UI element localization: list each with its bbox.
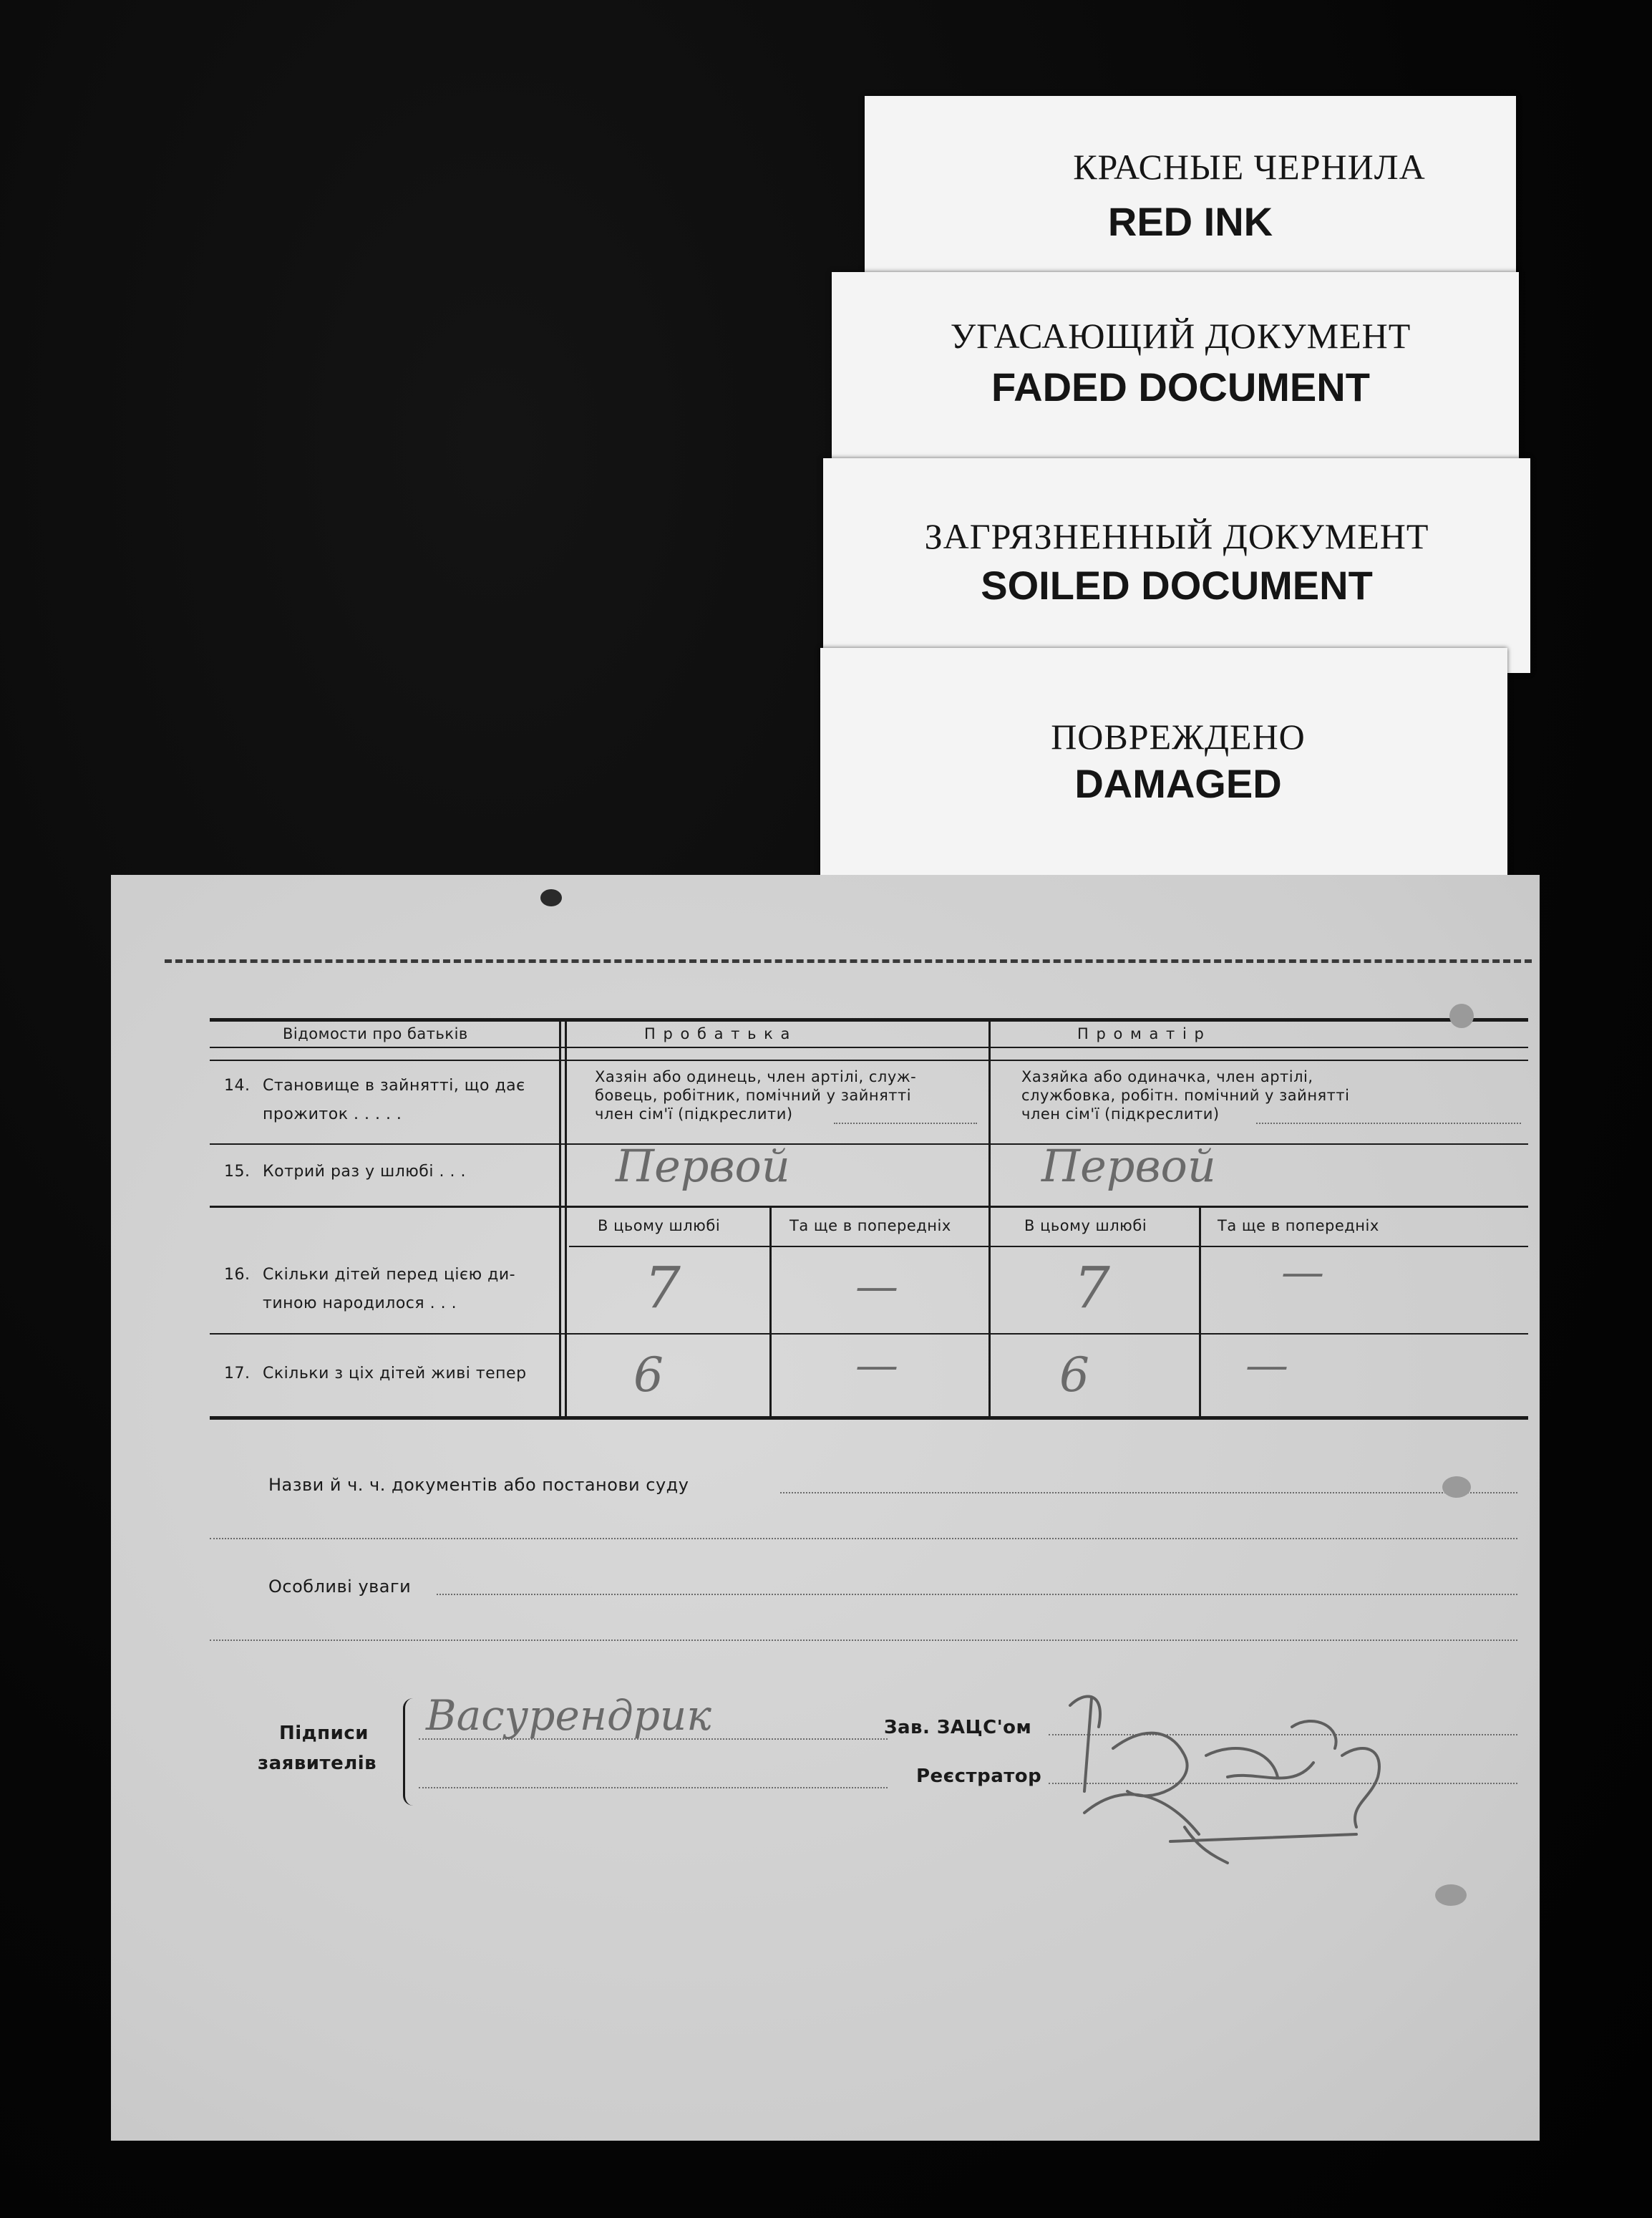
form-sheet: [111, 875, 1540, 2141]
row17-mother-current: 6: [1059, 1347, 1089, 1403]
row15-mother-value: Первой: [1041, 1140, 1216, 1192]
row15-bottom-rule: [210, 1206, 1528, 1208]
row14-mother-dotline: [1256, 1123, 1521, 1124]
row14-father-line2: бовець, робітник, помічний у зайнятті: [595, 1087, 912, 1104]
notes-dotline-2: [210, 1640, 1517, 1641]
edge-wear-mark: [1449, 1004, 1474, 1028]
row16-mother-previous: —: [1281, 1247, 1324, 1297]
row14-mother-line1: Хазяйка або одиначка, член артілі,: [1021, 1068, 1313, 1085]
applicants-label-line1: Підписи: [279, 1723, 369, 1744]
applicants-label-line2: заявителів: [258, 1753, 377, 1774]
perforation-line: [165, 959, 1532, 963]
column-divider-label: [559, 1022, 561, 1416]
row16-label-line1: Скільки дітей перед цією ди-: [263, 1266, 516, 1284]
row16-number: 16.: [224, 1266, 251, 1284]
row17-father-current: 6: [633, 1347, 664, 1403]
row17-father-previous: —: [855, 1340, 898, 1390]
row16-mother-current: 7: [1074, 1254, 1110, 1321]
row14-father-line3: член сім'ї (підкреслити): [595, 1105, 793, 1123]
applicant-dotline-2: [419, 1787, 888, 1788]
head-registry-label: Зав. ЗАЦС'ом: [884, 1717, 1032, 1738]
label-red-ink-ru: КРАСНЫЕ ЧЕРНИЛА: [1073, 147, 1426, 187]
edge-wear-mark: [1435, 1884, 1467, 1906]
label-red-ink: [865, 96, 1516, 289]
label-soiled-en: SOILED DOCUMENT: [981, 563, 1373, 608]
column-divider-label-double: [565, 1022, 567, 1416]
label-damaged-en: DAMAGED: [1074, 761, 1282, 806]
notes-dotline-1: [437, 1594, 1517, 1595]
column-divider-father-sub: [769, 1208, 772, 1416]
row14-bottom-rule: [210, 1143, 1528, 1145]
label-damaged: [820, 648, 1507, 891]
table-bottom-rule: [210, 1416, 1528, 1420]
subheader-bottom-rule: [569, 1246, 1528, 1247]
row14-father-line1: Хазяін або одинець, член артілі, служ-: [595, 1068, 917, 1085]
row17-label: Скільки з ціх дітей живі тепер: [263, 1365, 527, 1382]
label-red-ink-en: RED INK: [1107, 199, 1273, 244]
row14-mother-line2: службовка, робітн. помічний у зайнятті: [1021, 1087, 1350, 1104]
row15-label: Котрий раз у шлюбі . . .: [263, 1163, 466, 1181]
documents-dotline-1: [780, 1492, 1517, 1493]
notes-label: Особливі уваги: [268, 1577, 412, 1597]
applicant-signature: Васурендрик: [426, 1691, 711, 1740]
row14-number: 14.: [224, 1077, 251, 1095]
header-bottom-rule: [210, 1047, 1528, 1048]
row16-father-previous: —: [855, 1261, 898, 1312]
table-top-rule: [210, 1018, 1528, 1022]
subheader-father-previous: Та ще в попередніх: [789, 1217, 951, 1234]
row15-number: 15.: [224, 1163, 251, 1181]
label-soiled-document: [823, 458, 1530, 673]
subheader-mother-previous: Та ще в попередніх: [1218, 1217, 1379, 1234]
subheader-father-current: В цьому шлюбі: [598, 1217, 721, 1234]
row16-label-line2: тиною народилося . . .: [263, 1294, 457, 1312]
applicant-dotline-1: [419, 1738, 888, 1740]
column-divider-parents: [988, 1022, 991, 1416]
row16-bottom-rule: [210, 1333, 1528, 1335]
label-faded-en: FADED DOCUMENT: [991, 364, 1370, 410]
header-double-rule: [210, 1060, 1528, 1061]
ink-smudge: [540, 889, 562, 906]
registrar-signature-scrawl: [1041, 1684, 1471, 1870]
edge-wear-mark: [1442, 1476, 1471, 1498]
label-faded-document: [832, 272, 1519, 480]
label-faded-ru: УГАСАЮЩИЙ ДОКУМЕНТ: [950, 316, 1412, 356]
row17-number: 17.: [224, 1365, 251, 1382]
row14-label-line1: Становище в зайнятті, що дає: [263, 1077, 525, 1095]
row16-father-current: 7: [644, 1254, 681, 1321]
documents-dotline-2: [210, 1538, 1517, 1539]
row14-father-dotline: [834, 1123, 977, 1124]
row15-father-value: Первой: [616, 1140, 790, 1192]
header-about-mother: П р о м а т і р: [1077, 1025, 1205, 1042]
label-soiled-ru: ЗАГРЯЗНЕННЫЙ ДОКУМЕНТ: [924, 516, 1429, 556]
column-divider-mother-sub: [1199, 1208, 1201, 1416]
label-damaged-ru: ПОВРЕЖДЕНО: [1051, 717, 1306, 757]
documents-label: Назви й ч. ч. документів або постанови суду: [268, 1475, 689, 1495]
header-parents-info: Відомости про батьків: [283, 1025, 468, 1042]
applicants-brace: [403, 1698, 419, 1806]
row17-mother-previous: —: [1245, 1340, 1288, 1390]
row14-label-line2: прожиток . . . . .: [263, 1105, 402, 1123]
row14-mother-line3: член сім'ї (підкреслити): [1021, 1105, 1220, 1123]
registrar-label: Реєстратор: [916, 1766, 1042, 1787]
subheader-mother-current: В цьому шлюбі: [1024, 1217, 1147, 1234]
header-about-father: П р о б а т ь к а: [644, 1025, 792, 1042]
